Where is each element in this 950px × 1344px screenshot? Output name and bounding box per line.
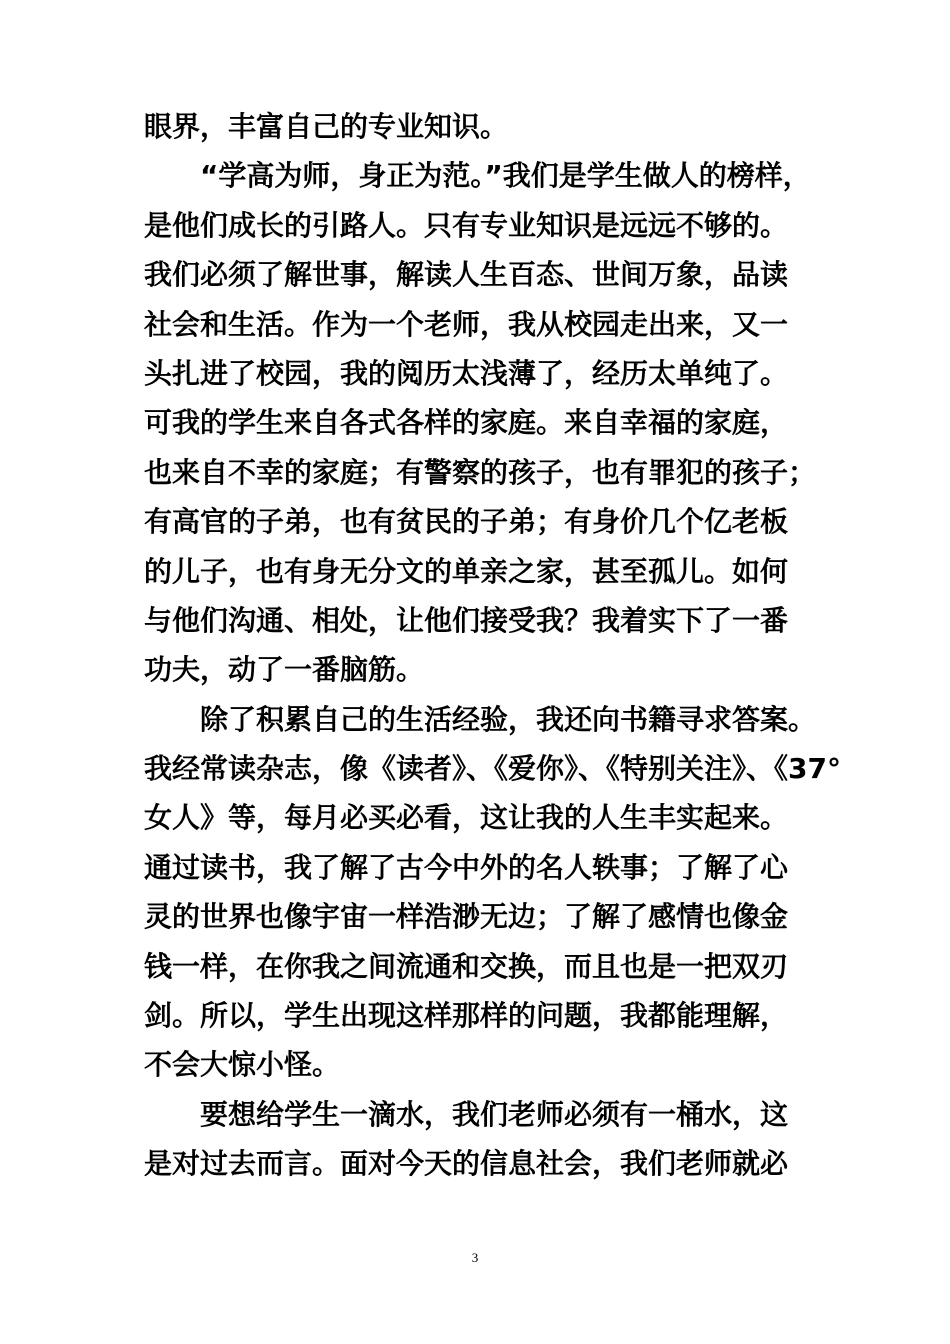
- text-line: 我经常读杂志，像《读者》、《爱你》、《特别关注》、《37°: [144, 752, 841, 786]
- text-line: 眼界，丰富自己的专业知识。: [144, 110, 509, 143]
- text-line: 功夫，动了一番脑筋。: [144, 653, 425, 687]
- body-text: [144, 102, 841, 1189]
- text-line: 也来自不幸的家庭；有警察的孩子，也有罪犯的孩子；: [144, 455, 817, 489]
- text-line: 灵的世界也像宇宙一样浩渺无边；了解了感情也像金: [144, 900, 789, 934]
- text-line: 除了积累自己的生活经验，我还向书籍寻求答案。: [200, 702, 817, 736]
- page-number: 3: [471, 1250, 479, 1265]
- text-line: 社会和生活。作为一个老师，我从校园走出来，又一: [144, 307, 789, 341]
- text-line: 可我的学生来自各式各样的家庭。来自幸福的家庭，: [144, 406, 789, 440]
- text-line: 通过读书，我了解了古今中外的名人轶事；了解了心: [144, 850, 789, 884]
- text-line: 剑。所以，学生出现这样那样的问题，我都能理解，: [144, 999, 789, 1033]
- text-line: 要想给学生一滴水，我们老师必须有一桶水，这: [200, 1097, 789, 1131]
- text-line: “学高为师，身正为范。”我们是学生做人的榜样，: [200, 159, 811, 193]
- text-line: 的儿子，也有身无分文的单亲之家，甚至孤儿。如何: [144, 554, 789, 588]
- text-line: 钱一样，在你我之间流通和交换，而且也是一把双刃: [144, 949, 789, 983]
- text-line: 我们必须了解世事，解读人生百态、世间万象，品读: [144, 258, 789, 292]
- text-line: 有高官的子弟，也有贫民的子弟；有身价几个亿老板: [144, 505, 789, 539]
- text-line: 头扎进了校园，我的阅历太浅薄了，经历太单纯了。: [144, 356, 789, 390]
- text-line: 女人》等，每月必买必看，这让我的人生丰实起来。: [144, 801, 789, 835]
- text-line: 与他们沟通、相处，让他们接受我？我着实下了一番: [144, 603, 789, 637]
- text-line: 是他们成长的引路人。只有专业知识是远远不够的。: [144, 208, 789, 242]
- text-line: 是对过去而言。面对今天的信息社会，我们老师就必: [144, 1147, 789, 1181]
- text-line: 不会大惊小怪。: [144, 1048, 341, 1082]
